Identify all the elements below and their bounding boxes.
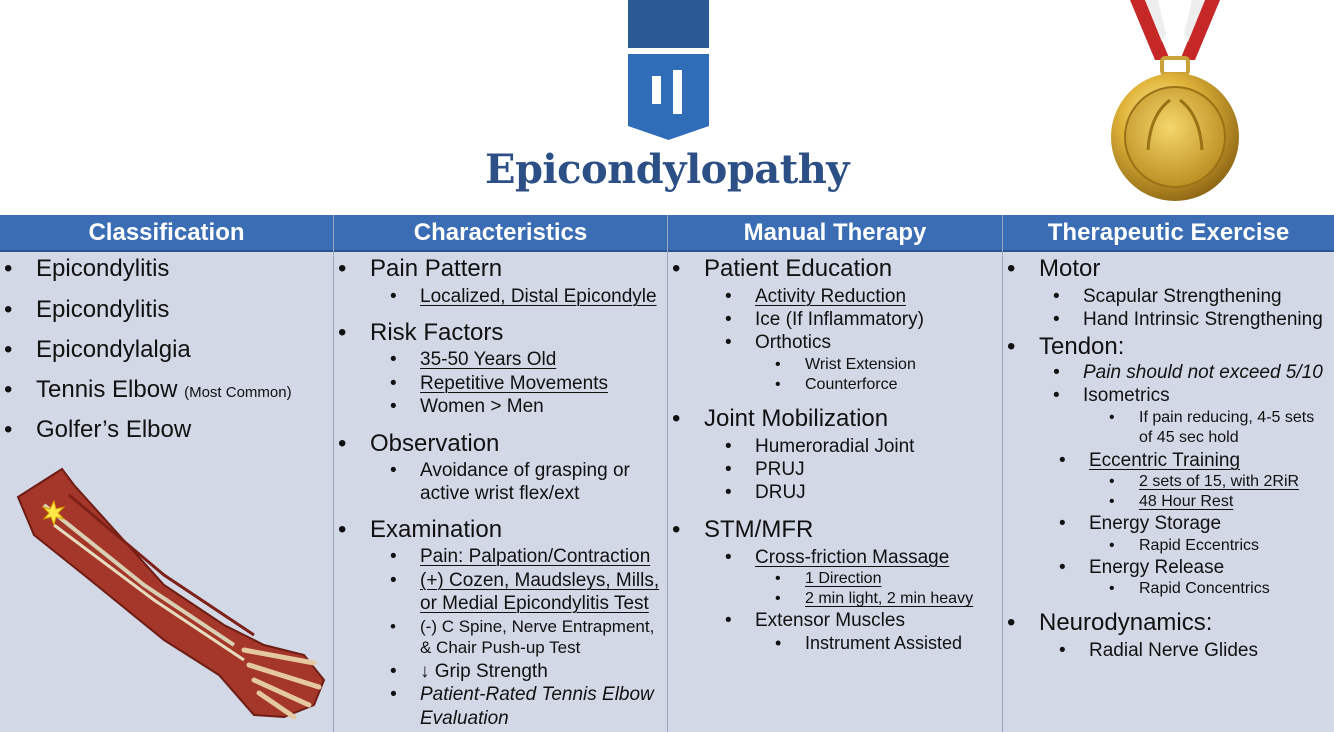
- list-item: • STM/MFR: [704, 516, 813, 544]
- classification-column: [0, 215, 334, 732]
- list-item: • Eccentric Training: [1089, 449, 1240, 472]
- characteristics-header: Characteristics: [334, 215, 667, 252]
- list-item: • 35-50 Years Old: [420, 348, 556, 371]
- list-item: • ↓ Grip Strength: [420, 660, 548, 683]
- manual-therapy-column: [668, 215, 1003, 732]
- list-item: • Hand Intrinsic Strengthening: [1083, 308, 1323, 331]
- manual-therapy-header: Manual Therapy: [668, 215, 1002, 252]
- list-item: • Joint Mobilization: [704, 405, 888, 433]
- list-item: • Instrument Assisted: [805, 632, 962, 654]
- list-item: • Tendon:: [1039, 333, 1124, 361]
- list-item: • 48 Hour Rest: [1139, 492, 1233, 512]
- list-item: • Examination: [370, 516, 502, 544]
- list-item: • PRUJ: [755, 458, 805, 481]
- forearm-anatomy-image: [14, 465, 330, 732]
- list-item: • Women > Men: [420, 395, 544, 418]
- classification-header: Classification: [0, 215, 333, 252]
- continuation-text: & Chair Push-up Test: [420, 638, 581, 657]
- continuation-text: or Medial Epicondylitis Test: [420, 593, 649, 614]
- list-item: • Pain Pattern: [370, 255, 502, 283]
- list-item: • Activity Reduction: [755, 285, 906, 308]
- list-item: • Scapular Strengthening: [1083, 285, 1282, 308]
- list-item: • (+) Cozen, Maudsleys, Mills,: [420, 569, 659, 592]
- list-item: • Pain: Palpation/Contraction: [420, 545, 650, 568]
- list-item: • Counterforce: [805, 375, 898, 395]
- gold-medal-icon: [1100, 0, 1250, 210]
- list-item: • Isometrics: [1083, 384, 1170, 407]
- continuation-text: of 45 sec hold: [1139, 429, 1239, 446]
- list-item: • (-) C Spine, Nerve Entrapment,: [420, 617, 654, 637]
- list-item: • Energy Storage: [1089, 512, 1221, 535]
- list-item: • If pain reducing, 4-5 sets: [1139, 408, 1314, 428]
- list-item: • Epicondylitis: [36, 255, 169, 283]
- list-item: • Pain should not exceed 5/10: [1083, 361, 1323, 384]
- list-item: • 1 Direction: [805, 569, 881, 589]
- most-common-note: (Most Common): [184, 384, 292, 401]
- list-item: • Wrist Extension: [805, 355, 916, 375]
- list-item: • Rapid Eccentrics: [1139, 536, 1259, 556]
- therapeutic-exercise-header: Therapeutic Exercise: [1003, 215, 1334, 252]
- list-item: • Cross-friction Massage: [755, 546, 949, 569]
- list-item: • Patient Education: [704, 255, 892, 283]
- therapeutic-exercise-column: [1003, 215, 1334, 732]
- list-item: • Observation: [370, 430, 499, 458]
- list-item: • 2 min light, 2 min heavy: [805, 589, 973, 609]
- list-item: • Orthotics: [755, 331, 831, 354]
- list-item: • Repetitive Movements: [420, 372, 608, 395]
- list-item: • Radial Nerve Glides: [1089, 639, 1258, 662]
- bookmark-logo-icon: [628, 0, 709, 140]
- list-item: • Humeroradial Joint: [755, 435, 914, 458]
- continuation-text: Evaluation: [420, 708, 509, 729]
- list-item: • DRUJ: [755, 481, 806, 504]
- list-item: • Golfer’s Elbow: [36, 416, 191, 444]
- continuation-text: active wrist flex/ext: [420, 483, 580, 504]
- list-item: • Avoidance of grasping or: [420, 459, 630, 482]
- list-item: • 2 sets of 15, with 2RiR: [1139, 472, 1299, 492]
- list-item: • Risk Factors: [370, 319, 503, 347]
- list-item: • Epicondylalgia: [36, 336, 191, 364]
- list-item: • Localized, Distal Epicondyle: [420, 285, 657, 308]
- info-table: [0, 215, 1334, 732]
- list-item: • Energy Release: [1089, 556, 1224, 579]
- page-title: Epicondylopathy: [484, 146, 850, 193]
- list-item: • Neurodynamics:: [1039, 609, 1212, 637]
- list-item: • Extensor Muscles: [755, 609, 905, 632]
- list-item: • Motor: [1039, 255, 1100, 283]
- list-item: • Tennis Elbow (Most Common): [36, 376, 292, 407]
- list-item: • Epicondylitis: [36, 296, 169, 324]
- list-item: • Ice (If Inflammatory): [755, 308, 924, 331]
- characteristics-column: [334, 215, 668, 732]
- list-item: • Rapid Concentrics: [1139, 579, 1270, 599]
- list-item: • Patient-Rated Tennis Elbow: [420, 683, 654, 706]
